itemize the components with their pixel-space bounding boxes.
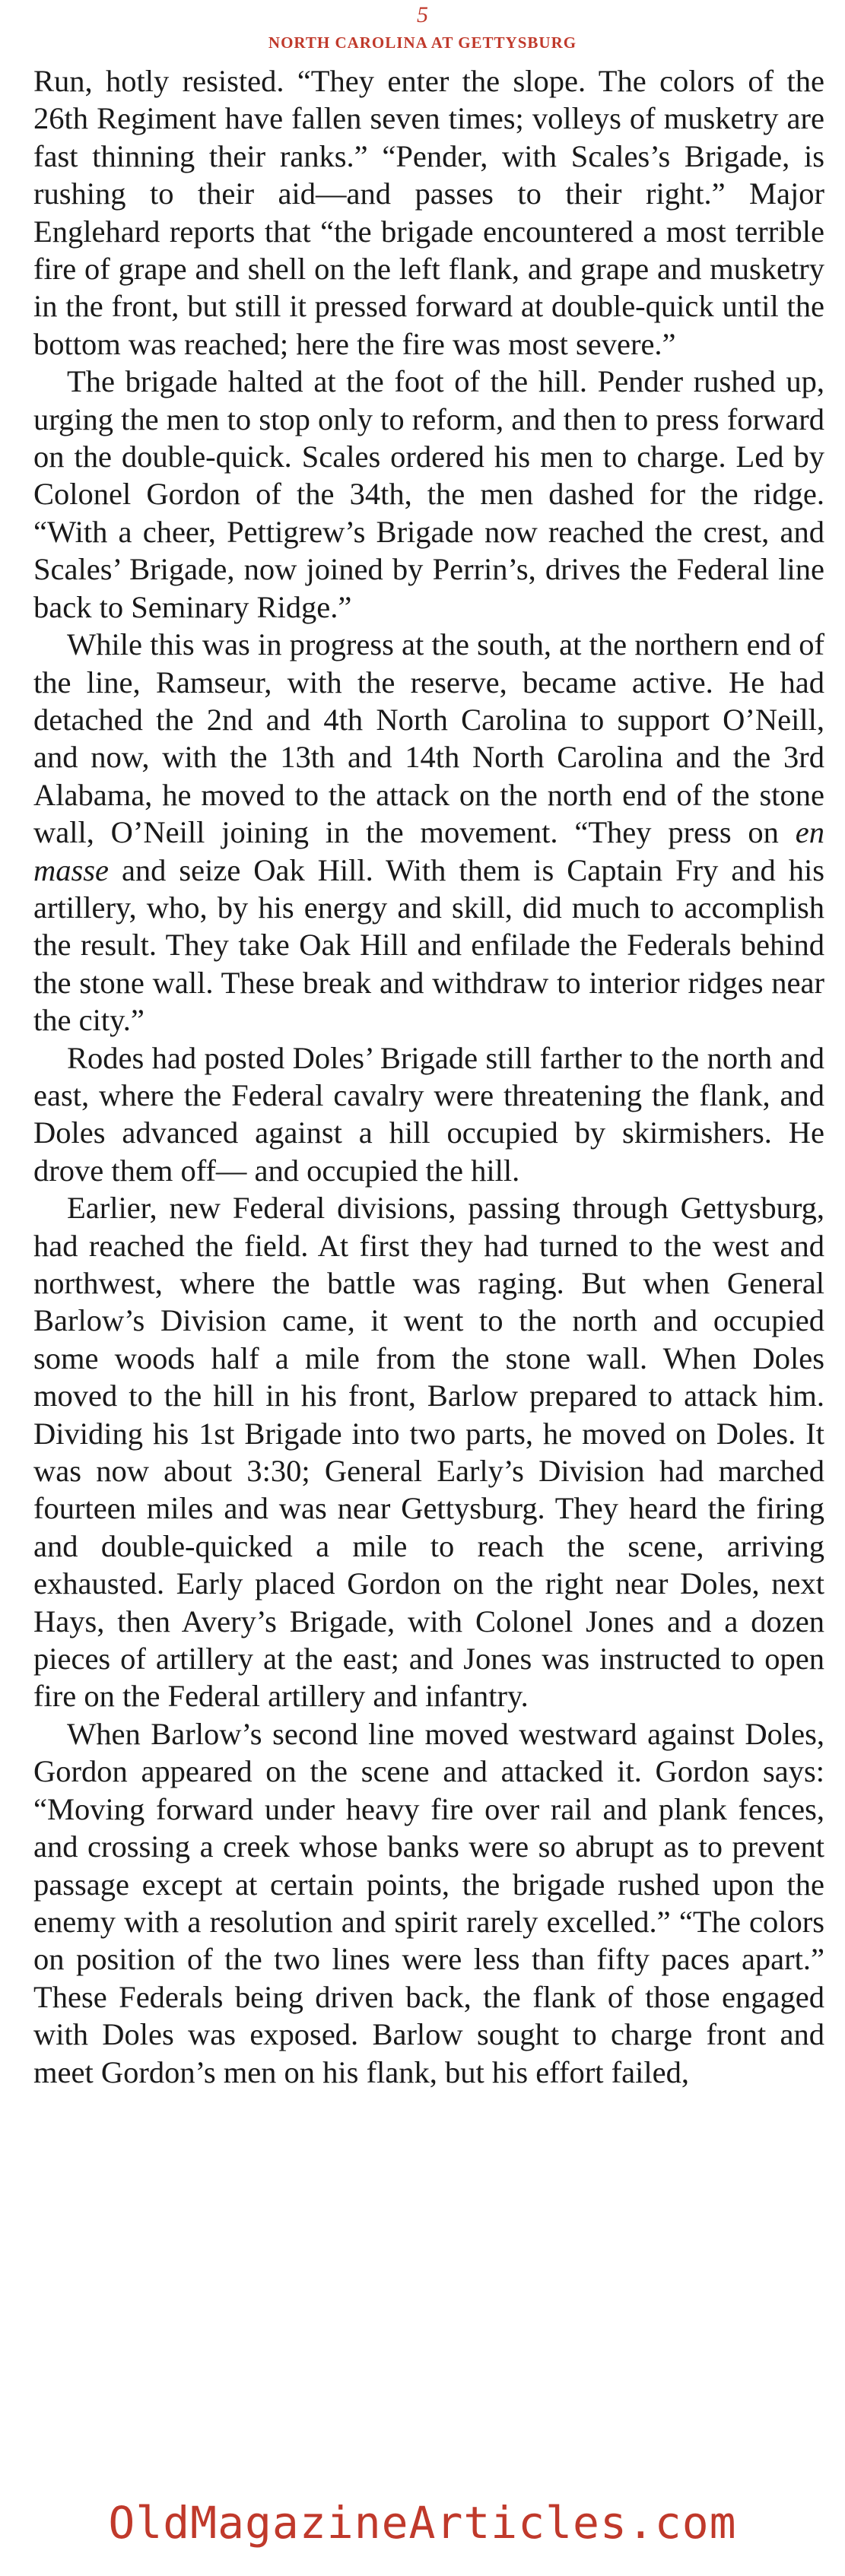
- paragraph: Run, hotly resisted. “They enter the slope. The colors of the 26th Regiment have fallen seven times; volleys of musketry are fast thinning their ranks.” “Pender, with Scales’s Brigade, is rushing to their aid—and passes to their right.” Major Englehard reports that “the brigade encountered a most terrible fire of grape and shell on the left flank, and grape and musketry in the front, but still it pressed forward at double-quick until the bottom was reached; here the fire was most severe.”: [33, 64, 824, 361]
- paragraph: Earlier, new Federal divisions, passing through Gettysburg, had reached the field. At first they had turned to the west and northwest, where the battle was raging. But when General Barlow’s Division came, it went to the north and occupied some woods half a mile from the stone wall. When Doles moved to the hill in his front, Barlow prepared to attack him. Dividing his 1st Brigade into two parts, he moved on Doles. It was now about 3:30; General Early’s Division had marched fourteen miles and was near Gettysburg. They heard the firing and double-quicked a mile to reach the scene, arriving exhausted. Early placed Gordon on the right near Doles, next Hays, then Avery’s Brigade, with Colonel Jones and a dozen pieces of artillery at the east; and Jones was instructed to open fire on the Federal artillery and infantry.: [33, 1191, 824, 1714]
- paragraph-text: While this was in progress at the south, at the northern end of the line, Ramseur, with the reserve, became active. He had detached the 2nd and 4th North Carolina to support O’Neill, and now, with the 13th and 14th North Carolina and the 3rd Alabama, he moved to the attack on the north end of the stone wall, O’Neill joining in the movement. “They press on: [33, 627, 824, 850]
- site-watermark: OldMagazineArticles.com: [108, 2497, 737, 2549]
- page-number: 5: [417, 2, 428, 27]
- article-body: [33, 62, 824, 2091]
- paragraph: [33, 626, 824, 1039]
- paragraph: When Barlow’s second line moved westward against Doles, Gordon appeared on the scene and attacked it. Gordon says: “Moving forward under heavy fire over rail and plank fences, and crossing a creek whose banks were so abrupt as to prevent passage except at certain points, the brigade rushed upon the enemy with a resolution and spirit rarely excelled.” “The colors on position of the two lines were less than fifty paces apart.” These Federals being driven back, the flank of those engaged with Doles was exposed. Barlow sought to charge front and meet Gordon’s men on his flank, but his effort failed,: [33, 1716, 824, 2089]
- paragraph: The brigade halted at the foot of the hill. Pender rushed up, urging the men to stop only to reform, and then to press forward on the double-quick. Scales ordered his men to charge. Led by Colonel Gordon of the 34th, the men dashed for the ridge. “With a cheer, Pettigrew’s Brigade now reached the crest, and Scales’ Brigade, now joined by Perrin’s, drives the Federal line back to Seminary Ridge.”: [33, 364, 824, 624]
- paragraph: Rodes had posted Doles’ Brigade still farther to the north and east, where the Federal cavalry were threatening the flank, and Doles advanced against a hill occupied by skirmishers. He drove them off— and occupied the hill.: [33, 1040, 824, 1188]
- running-title: NORTH CAROLINA AT GETTYSBURG: [268, 33, 577, 52]
- italic-phrase: en masse: [33, 815, 824, 887]
- paragraph-text: and seize Oak Hill. With them is Captain Fry and his artillery, who, by his energy and skill, did much to accomplish the result. They take Oak Hill and enfilade the Federals behind the stone wall. These break and withdraw to interior ridges near the city.”: [33, 852, 825, 1038]
